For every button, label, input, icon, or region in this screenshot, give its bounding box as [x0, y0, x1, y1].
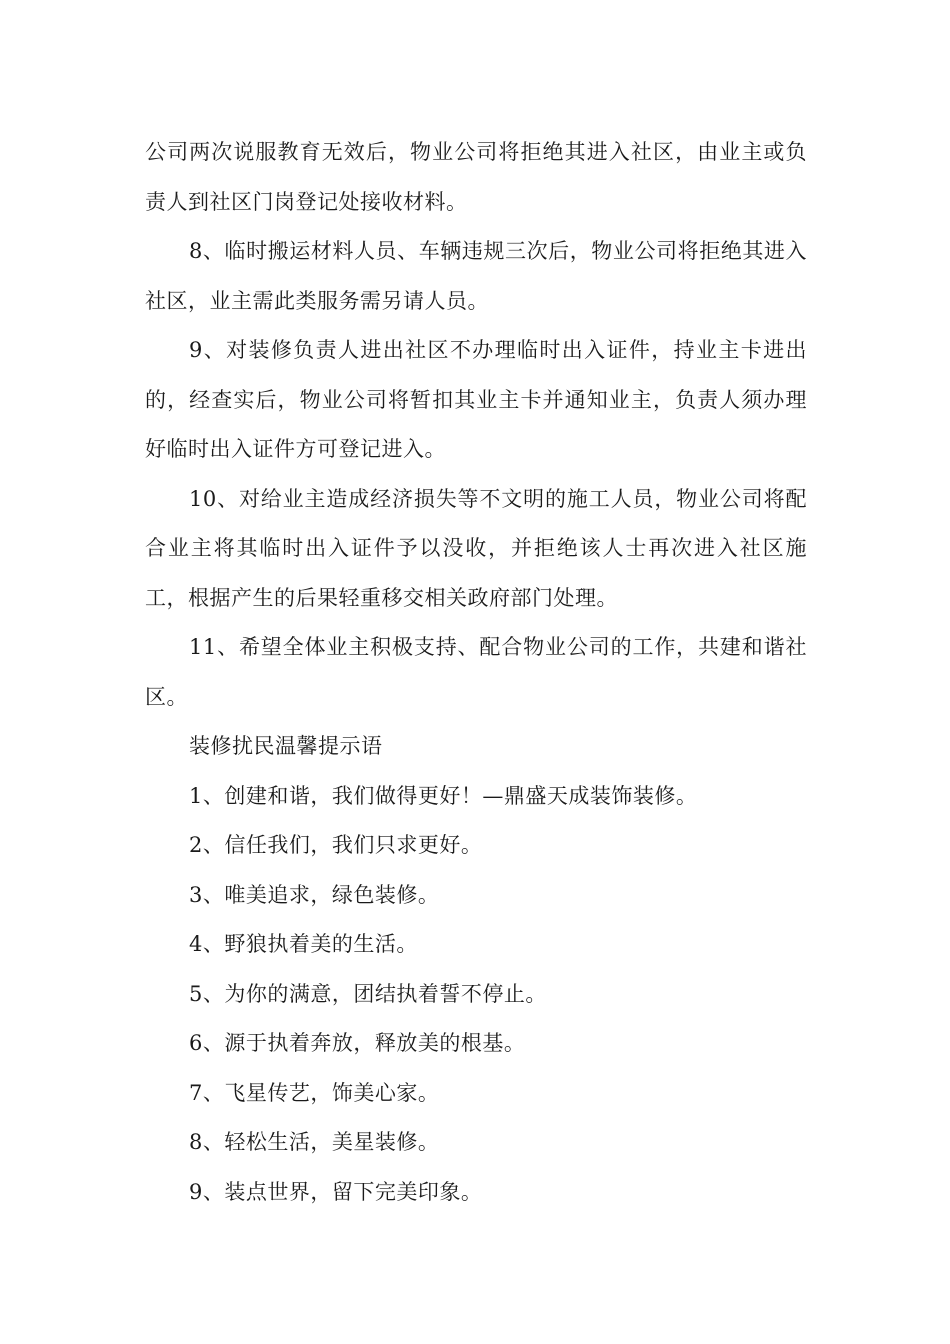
slogan-item: 6、源于执着奔放，释放美的根基。 [189, 1031, 526, 1055]
paragraph-rule-10: 10、对给业主造成经济损失等不文明的施工人员，物业公司将配合业主将其临时出入证件予以没收，并拒绝该人士再次进入社区施工，根据产生的后果轻重移交相关政府部门处理。 [145, 486, 807, 610]
slogan-item: 8、轻松生活，美星装修。 [189, 1130, 440, 1154]
slogan-item: 4、野狼执着美的生活。 [189, 932, 418, 956]
paragraph-continuation: 公司两次说服教育无效后，物业公司将拒绝其进入社区，由业主或负责人到社区门岗登记处接收材料。 [145, 140, 807, 214]
slogan-item: 3、唯美追求，绿色装修。 [189, 882, 440, 907]
slogan-item: 7、飞星传艺，饰美心家。 [189, 1080, 440, 1105]
paragraph-rule-11: 11、希望全体业主积极支持、配合物业公司的工作，共建和谐社区。 [145, 635, 807, 709]
document-body [145, 128, 807, 1217]
slogan-item: 1、创建和谐，我们做得更好！—鼎盛天成装饰装修。 [189, 783, 698, 808]
section-heading: 装修扰民温馨提示语 [189, 734, 383, 758]
slogan-item: 5、为你的满意，团结执着誓不停止。 [189, 981, 547, 1006]
slogan-item: 9、装点世界，留下完美印象。 [189, 1179, 483, 1204]
paragraph-rule-9: 9、对装修负责人进出社区不办理临时出入证件，持业主卡进出的，经查实后，物业公司将暂扣其业主卡并通知业主，负责人须办理好临时出入证件方可登记进入。 [145, 338, 807, 461]
slogan-item: 2、信任我们，我们只求更好。 [189, 833, 483, 857]
paragraph-rule-8: 8、临时搬运材料人员、车辆违规三次后，物业公司将拒绝其进入社区，业主需此类服务需另请人员。 [145, 239, 807, 313]
